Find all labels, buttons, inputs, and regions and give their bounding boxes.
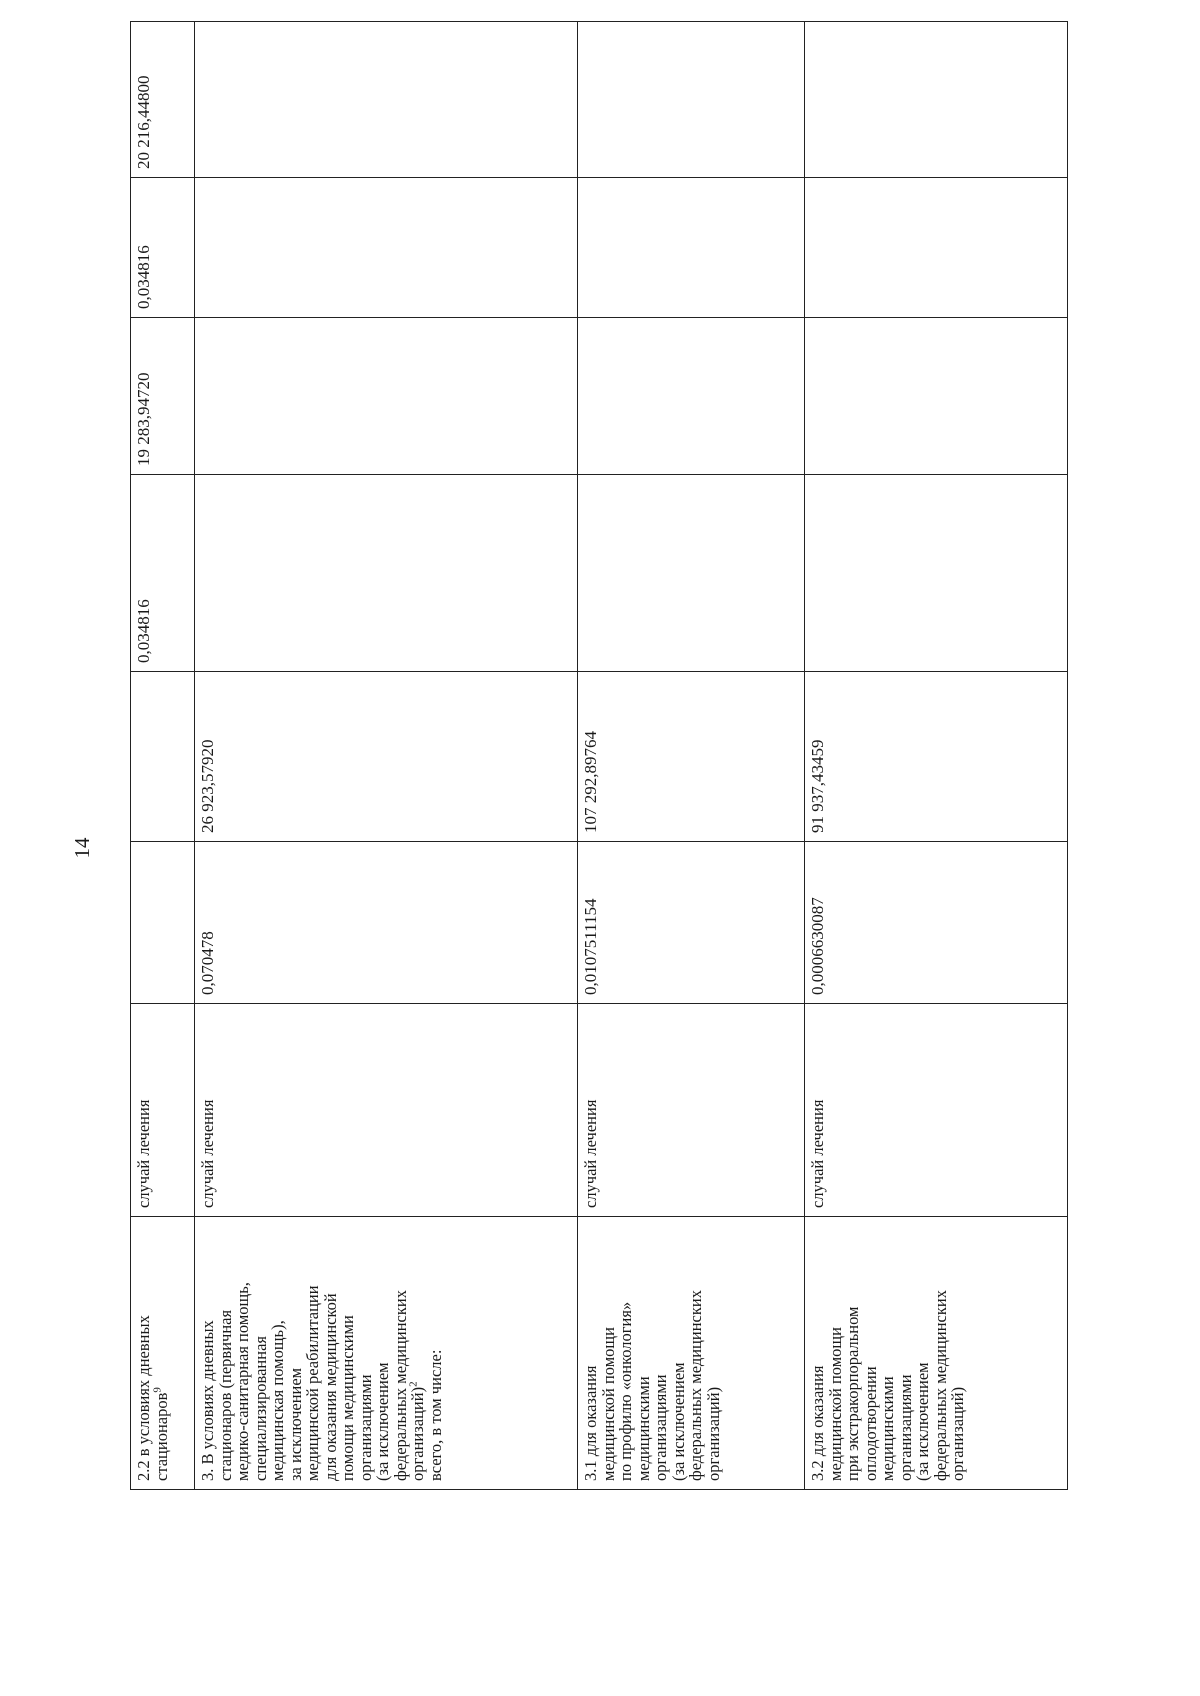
cell-c8 — [578, 22, 805, 178]
cell-name: 2.2 в условиях дневных стационаров$^9$ — [131, 1217, 195, 1490]
page-number: 14 — [70, 837, 94, 859]
cell-c7 — [195, 178, 578, 318]
cell-c8 — [195, 22, 578, 178]
cell-c4: 26 923,57920 — [195, 672, 578, 842]
cell-c5: 0,034816 — [131, 475, 195, 672]
cell-c8 — [805, 22, 1068, 178]
cell-c4: 91 937,43459 — [805, 672, 1068, 842]
table-row — [805, 22, 1068, 1490]
cell-c6: 19 283,94720 — [131, 318, 195, 475]
norms-table — [130, 21, 1068, 1490]
table-row — [131, 22, 195, 1490]
cell-name: 3.2 для оказания медицинской помощи при экстракорпоральном оплодотворении медицинскими организациями (за исключением федеральных медицинских организаций) — [805, 1217, 1068, 1490]
cell-c5 — [805, 475, 1068, 672]
cell-c6 — [195, 318, 578, 475]
table-row — [195, 22, 578, 1490]
cell-unit: случай лечения — [578, 1004, 805, 1217]
cell-c8: 20 216,44800 — [131, 22, 195, 178]
cell-c6 — [578, 318, 805, 475]
cell-c4 — [131, 672, 195, 842]
cell-c3: 0,0006630087 — [805, 842, 1068, 1004]
cell-unit: случай лечения — [195, 1004, 578, 1217]
cell-c3: 0,070478 — [195, 842, 578, 1004]
cell-c3: 0,0107511154 — [578, 842, 805, 1004]
cell-name: 3.1 для оказания медицинской помощи по профилю «онкология» медицинскими организациями (за исключением федеральных медицинских организаций) — [578, 1217, 805, 1490]
cell-c7: 0,034816 — [131, 178, 195, 318]
cell-c5 — [578, 475, 805, 672]
table-rotated-container — [130, 22, 1068, 1490]
cell-unit: случай лечения — [805, 1004, 1068, 1217]
cell-c6 — [805, 318, 1068, 475]
cell-c4: 107 292,89764 — [578, 672, 805, 842]
cell-c3 — [131, 842, 195, 1004]
cell-c5 — [195, 475, 578, 672]
table-row — [578, 22, 805, 1490]
cell-c7 — [578, 178, 805, 318]
cell-c7 — [805, 178, 1068, 318]
cell-name: 3. В условиях дневных стационаров (первичная медико-санитарная помощь, специализированная медицинская помощь), за исключением медицинской реабилитации для оказания медицинской помощи медицинскими организациями (за исключением федеральных медицинских организаций)$^2$ всего, в том числе: — [195, 1217, 578, 1490]
cell-unit: случай лечения — [131, 1004, 195, 1217]
